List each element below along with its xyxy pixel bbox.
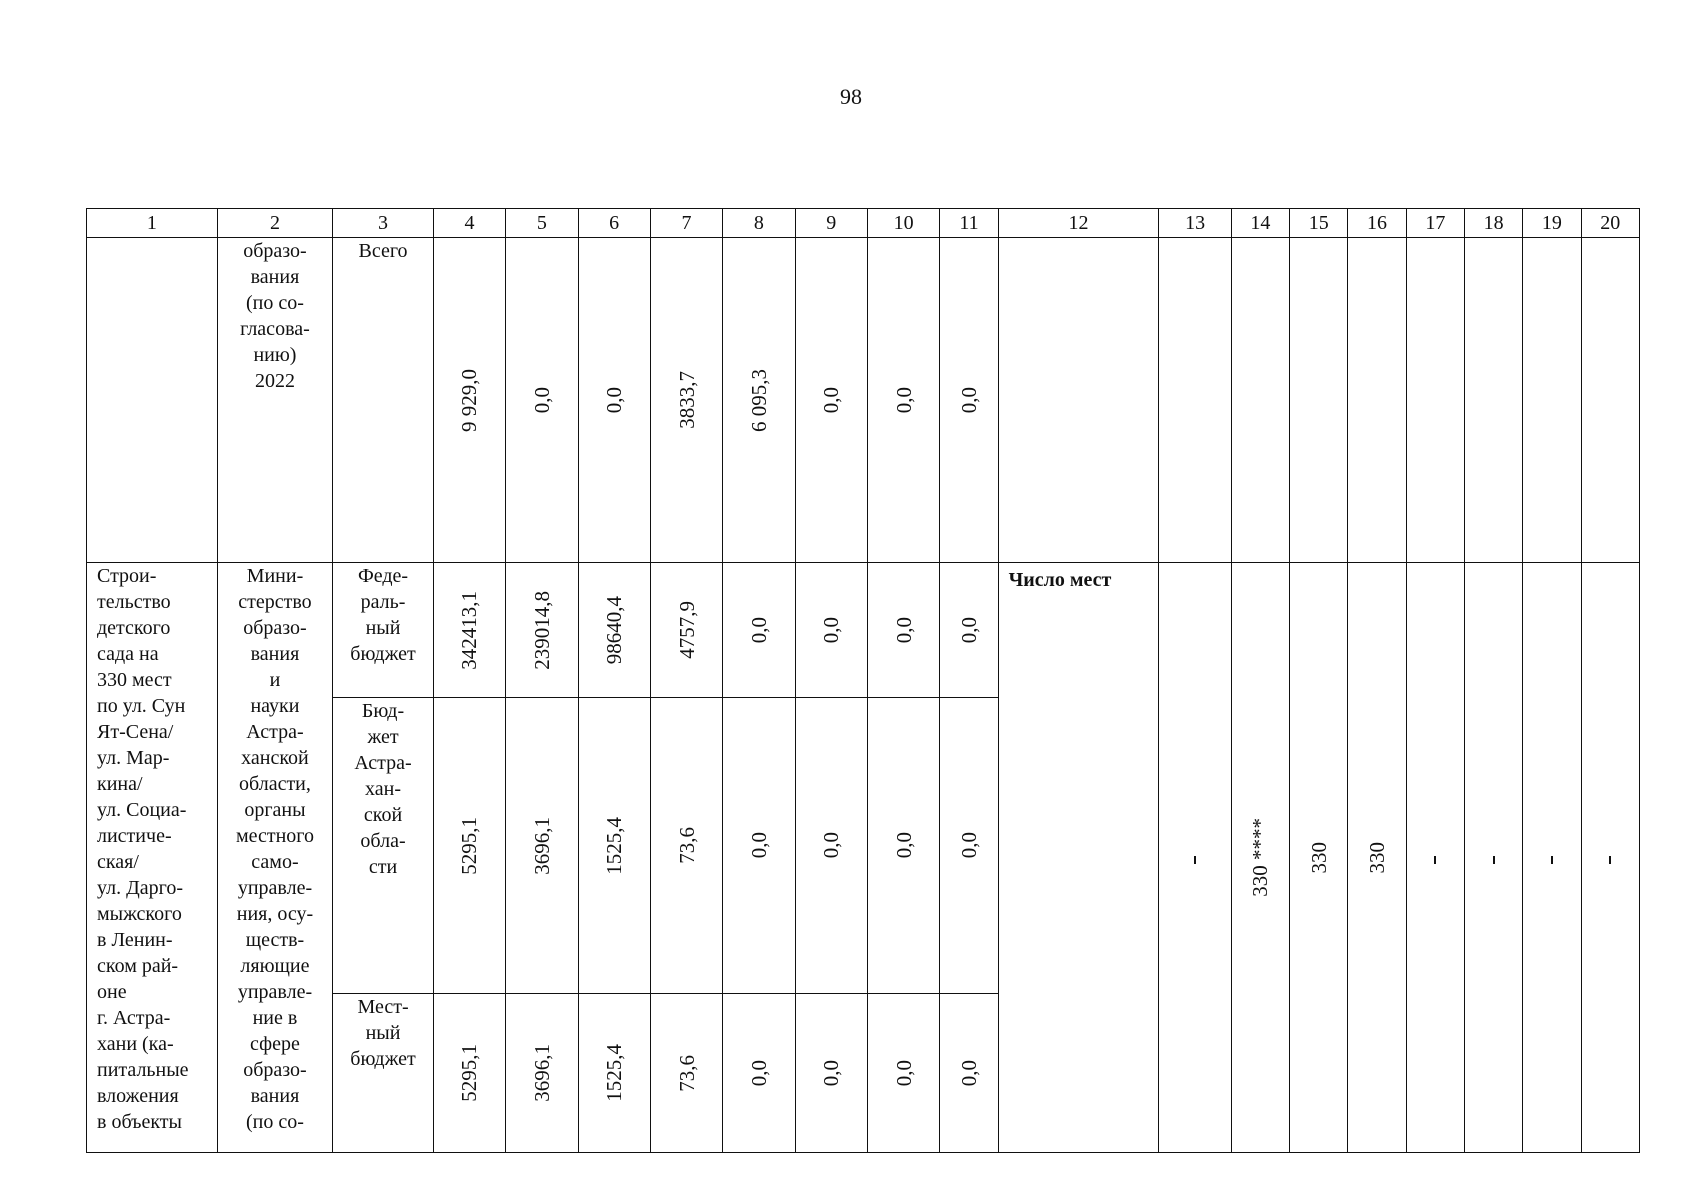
value-cell	[723, 994, 795, 1153]
executor-cell: Мини- стерство образо- вания и науки Астра- ханской области, органы местного само- управле- ния, осу- ществ- ляющие управле- ние в сфере образо- вания (по со-	[217, 563, 333, 1153]
value-cell	[940, 238, 998, 563]
header-cell: 20	[1581, 209, 1639, 238]
value-cell	[578, 238, 650, 563]
dash-mark	[1551, 856, 1553, 864]
cell-empty	[1231, 238, 1289, 563]
value-text: 0,0	[746, 832, 771, 859]
header-cell: 3	[333, 209, 434, 238]
funding-source-cell: Бюд- жет Астра- хан- ской обла- сти	[333, 698, 434, 994]
value-text: 1525,4	[602, 1044, 627, 1102]
value-text: 3696,1	[529, 816, 554, 875]
value-cell	[795, 698, 867, 994]
cell-empty	[87, 238, 218, 563]
value-text: 73,6	[674, 1054, 699, 1092]
value-cell	[433, 563, 505, 698]
value-cell	[650, 994, 722, 1153]
value-text: 0,0	[819, 386, 844, 414]
value-text: 73,6	[674, 827, 699, 864]
value-cell	[506, 994, 578, 1153]
value-cell	[433, 698, 505, 994]
indicator-value-cell	[1523, 563, 1581, 1153]
header-cell: 2	[217, 209, 333, 238]
value-cell	[795, 994, 867, 1153]
project-name-cell: Строи- тельство детского сада на 330 мест по ул. Сун Ят-Сена/ ул. Мар- кина/ ул. Социа- листиче- ская/ ул. Дарго- мыжского в Ленин- ском рай- оне г. Астра- хани (ка- питальные вложения в объекты	[87, 563, 218, 1153]
indicator-value-cell	[1464, 563, 1522, 1153]
value-text: 0,0	[891, 832, 916, 859]
value-text: 98640,4	[602, 595, 627, 665]
funding-source-cell: Феде- раль- ный бюджет	[333, 563, 434, 698]
budget-table	[86, 208, 1640, 1153]
value-cell	[433, 238, 505, 563]
value-text: 4757,9	[674, 601, 699, 659]
value-cell	[506, 563, 578, 698]
value-text: 9 929,0	[457, 368, 482, 432]
header-cell: 13	[1159, 209, 1231, 238]
header-cell: 18	[1464, 209, 1522, 238]
value-text: 330	[1306, 841, 1331, 874]
dash-mark	[1609, 856, 1611, 864]
value-text: 0,0	[746, 1059, 771, 1087]
value-text: 0,0	[819, 1059, 844, 1087]
value-cell	[650, 238, 722, 563]
value-cell	[723, 563, 795, 698]
header-cell: 8	[723, 209, 795, 238]
value-text: 239014,8	[529, 590, 554, 670]
header-cell: 11	[940, 209, 998, 238]
value-text: 0,0	[891, 1059, 916, 1087]
value-cell	[867, 698, 939, 994]
cell-empty	[998, 238, 1159, 563]
header-cell: 10	[867, 209, 939, 238]
value-cell	[723, 698, 795, 994]
header-cell: 4	[433, 209, 505, 238]
value-cell	[795, 238, 867, 563]
header-cell: 16	[1348, 209, 1406, 238]
value-text: 0,0	[891, 616, 916, 644]
header-cell: 17	[1406, 209, 1464, 238]
indicator-value-cell	[1159, 563, 1231, 1153]
value-cell	[867, 994, 939, 1153]
indicator-value-cell	[1290, 563, 1348, 1153]
indicator-value-cell	[1348, 563, 1406, 1153]
value-text: 0,0	[819, 832, 844, 859]
cell-empty	[1290, 238, 1348, 563]
value-text: 330 ****	[1248, 818, 1273, 897]
page-number: 98	[840, 84, 862, 109]
value-cell	[578, 698, 650, 994]
value-text: 0,0	[956, 832, 981, 859]
value-cell	[506, 698, 578, 994]
value-text: 1525,4	[602, 816, 627, 875]
value-cell	[506, 238, 578, 563]
value-text: 0,0	[891, 386, 916, 414]
value-text: 0,0	[602, 386, 627, 414]
header-cell: 1	[87, 209, 218, 238]
value-cell	[578, 563, 650, 698]
cell-empty	[1159, 238, 1231, 563]
dash-mark	[1493, 856, 1495, 864]
header-cell: 19	[1523, 209, 1581, 238]
indicator-value-cell	[1231, 563, 1289, 1153]
value-cell	[433, 994, 505, 1153]
indicator-cell: Число мест	[998, 563, 1159, 1153]
value-cell	[650, 563, 722, 698]
value-cell	[578, 994, 650, 1153]
indicator-value-cell	[1406, 563, 1464, 1153]
value-text: 0,0	[956, 1059, 981, 1087]
value-text: 6 095,3	[746, 368, 771, 432]
value-text: 0,0	[529, 386, 554, 414]
table-row-federal	[87, 563, 1640, 698]
header-cell: 6	[578, 209, 650, 238]
header-cell: 14	[1231, 209, 1289, 238]
value-text: 5295,1	[457, 816, 482, 875]
value-text: 0,0	[956, 616, 981, 644]
value-cell	[940, 563, 998, 698]
header-cell: 12	[998, 209, 1159, 238]
header-cell: 15	[1290, 209, 1348, 238]
cell-empty	[1348, 238, 1406, 563]
executor-cell: образо- вания (по со- гласова- нию) 2022	[217, 238, 333, 563]
value-text: 330	[1365, 841, 1390, 874]
cell-empty	[1406, 238, 1464, 563]
header-cell: 5	[506, 209, 578, 238]
header-row	[87, 209, 1640, 238]
value-text: 3833,7	[674, 371, 699, 429]
cell-empty	[1523, 238, 1581, 563]
value-text: 3696,1	[529, 1044, 554, 1102]
value-cell	[723, 238, 795, 563]
value-text: 0,0	[819, 616, 844, 644]
dash-mark	[1194, 856, 1196, 864]
funding-source-cell: Мест- ный бюджет	[333, 994, 434, 1153]
cell-empty	[1581, 238, 1639, 563]
funding-source-cell: Всего	[333, 238, 434, 563]
header-cell: 7	[650, 209, 722, 238]
value-cell	[650, 698, 722, 994]
value-cell	[867, 563, 939, 698]
value-cell	[795, 563, 867, 698]
table-row-total	[87, 238, 1640, 563]
value-cell	[940, 698, 998, 994]
dash-mark	[1434, 856, 1436, 864]
indicator-value-cell	[1581, 563, 1639, 1153]
value-text: 0,0	[956, 386, 981, 414]
value-text: 0,0	[746, 616, 771, 644]
value-text: 342413,1	[457, 590, 482, 670]
value-cell	[867, 238, 939, 563]
cell-empty	[1464, 238, 1522, 563]
value-text: 5295,1	[457, 1044, 482, 1102]
header-cell: 9	[795, 209, 867, 238]
value-cell	[940, 994, 998, 1153]
